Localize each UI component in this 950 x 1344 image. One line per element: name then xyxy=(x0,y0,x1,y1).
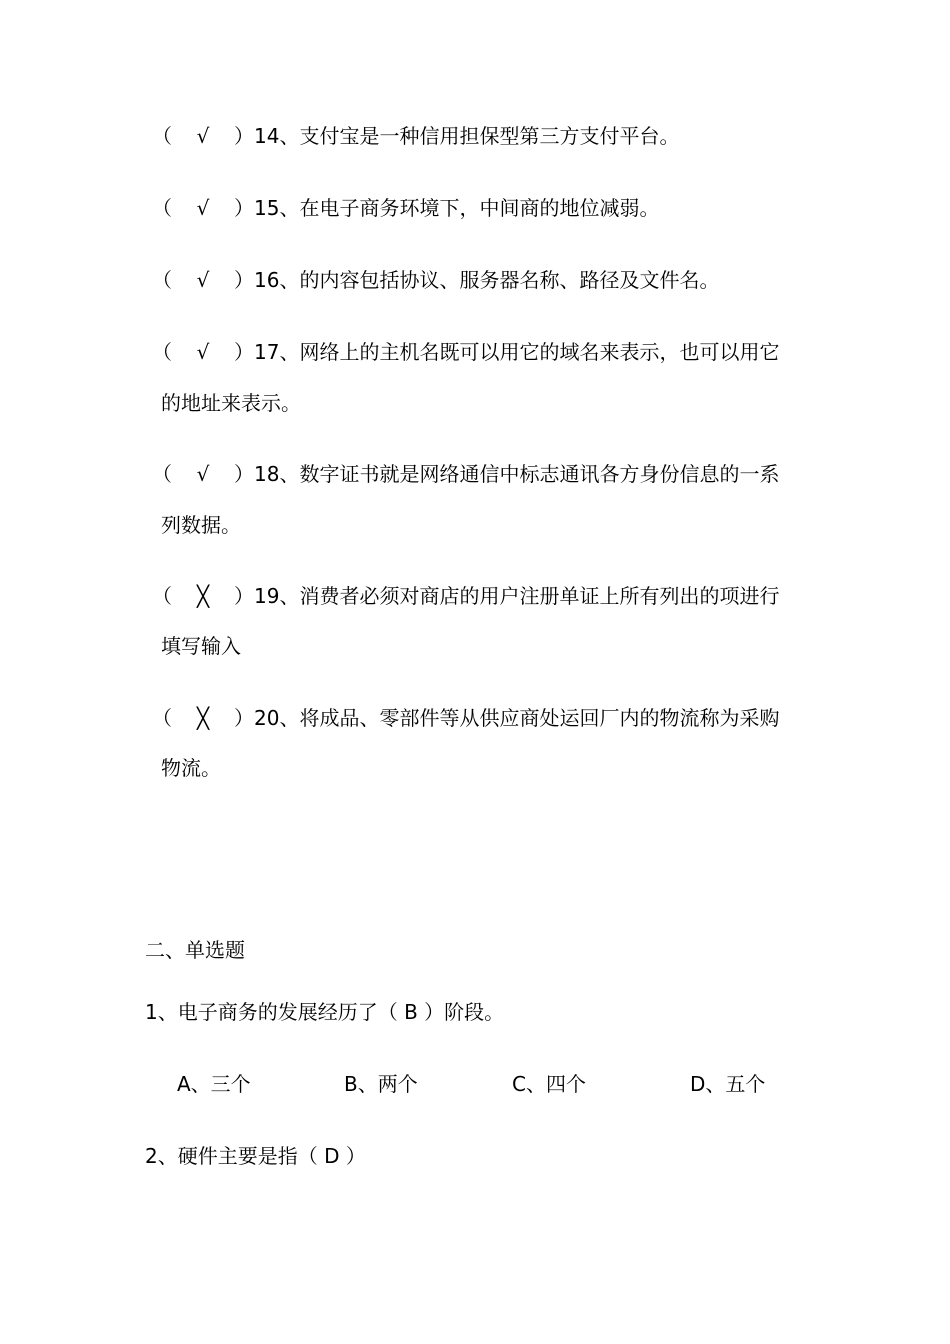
tf-item-20-continuation: 物流。 xyxy=(161,756,221,780)
answer-mark: √ xyxy=(196,124,210,148)
paren-open: （ xyxy=(152,340,172,364)
answer-mark: ╳ xyxy=(196,706,210,730)
answer-mark: √ xyxy=(196,340,210,364)
question-2: 2、硬件主要是指（ D ） xyxy=(145,1144,366,1168)
paren-open: （ xyxy=(152,706,172,730)
q1-option-a: A、三个 xyxy=(177,1072,251,1096)
paren-close: ） xyxy=(234,196,254,220)
paren-close: ） xyxy=(234,706,254,730)
tf-item-18-continuation: 列数据。 xyxy=(161,513,241,537)
question-1: 1、电子商务的发展经历了（ B ）阶段。 xyxy=(145,1000,505,1024)
tf-item-14 xyxy=(152,126,679,146)
answer-mark: ╳ xyxy=(196,584,210,608)
item-text: 15、在电子商务环境下，中间商的地位减弱。 xyxy=(254,196,660,220)
tf-item-18 xyxy=(152,464,779,484)
tf-item-19 xyxy=(152,586,779,606)
item-text: 14、支付宝是一种信用担保型第三方支付平台。 xyxy=(254,124,680,148)
paren-open: （ xyxy=(152,124,172,148)
paren-open: （ xyxy=(152,268,172,292)
tf-item-17 xyxy=(152,342,779,362)
answer-mark: √ xyxy=(196,196,210,220)
answer-mark: √ xyxy=(196,268,210,292)
paren-close: ） xyxy=(234,340,254,364)
tf-item-19-continuation: 填写输入 xyxy=(161,634,241,658)
tf-item-16 xyxy=(152,270,719,290)
paren-open: （ xyxy=(152,584,172,608)
item-text: 18、数字证书就是网络通信中标志通讯各方身份信息的一系 xyxy=(254,462,780,486)
answer-mark: √ xyxy=(196,462,210,486)
item-text: 20、将成品、零部件等从供应商处运回厂内的物流称为采购 xyxy=(254,706,780,730)
q1-option-c: C、四个 xyxy=(512,1072,586,1096)
paren-close: ） xyxy=(234,584,254,608)
item-text: 19、消费者必须对商店的用户注册单证上所有列出的项进行 xyxy=(254,584,780,608)
paren-close: ） xyxy=(234,268,254,292)
tf-item-15 xyxy=(152,198,659,218)
tf-item-20 xyxy=(152,708,779,728)
paren-close: ） xyxy=(234,124,254,148)
paren-close: ） xyxy=(234,462,254,486)
q1-option-d: D、五个 xyxy=(690,1072,766,1096)
item-text: 17、网络上的主机名既可以用它的域名来表示，也可以用它 xyxy=(254,340,780,364)
q1-option-b: B、两个 xyxy=(344,1072,418,1096)
paren-open: （ xyxy=(152,196,172,220)
section-title: 二、单选题 xyxy=(145,938,245,962)
item-text: 16、的内容包括协议、服务器名称、路径及文件名。 xyxy=(254,268,720,292)
tf-item-17-continuation: 的地址来表示。 xyxy=(161,391,301,415)
paren-open: （ xyxy=(152,462,172,486)
